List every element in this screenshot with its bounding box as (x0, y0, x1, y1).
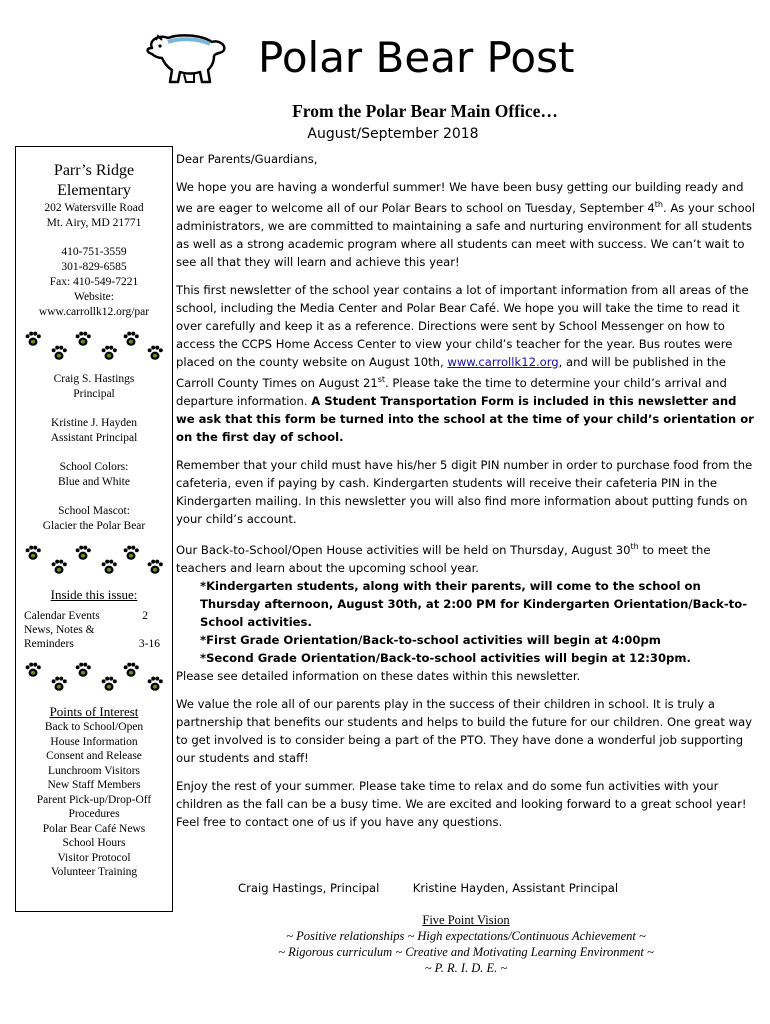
open-house-item-second-grade: *Second Grade Orientation/Back-to-school activities will begin at 12:30pm. (200, 650, 691, 665)
fax: Fax: 410-549-7221 (49, 276, 139, 288)
paw-print-icon (146, 675, 164, 693)
school-colors-label: School Colors: (59, 461, 129, 473)
list-item: School Hours (62, 837, 126, 849)
points-of-interest-list (16, 720, 172, 880)
masthead (138, 26, 598, 96)
issue-item-label: News, Notes & (24, 624, 95, 636)
school-mascot-value: Glacier the Polar Bear (42, 520, 146, 532)
school-colors-value: Blue and White (58, 476, 130, 488)
school-name-line1: Parr’s Ridge (53, 162, 135, 179)
list-item: Back to School/Open (44, 721, 144, 733)
paragraph-closing: Enjoy the rest of your summer. Please take time to relax and do some fun activities with your children as the fall can be a busy time. We are excited and looking forward to a great school year! Feel free to contact one of us if you have any questions. (176, 778, 747, 829)
newsletter-title: Polar Bear Post (258, 33, 575, 82)
vision-line-3: ~ P. R. I. D. E. ~ (424, 961, 508, 975)
paw-print-icon (50, 558, 68, 576)
paw-print-icon (146, 558, 164, 576)
five-point-vision (176, 912, 756, 976)
list-item (24, 637, 160, 651)
transportation-form-notice: A Student Transportation Form is included in this newsletter and we ask that this form be turned into the school at the time of your child’s orientation or on the first day of school. (176, 393, 754, 444)
list-item (24, 609, 160, 623)
county-website-link[interactable]: www.carrollk12.org (447, 354, 559, 369)
paw-print-icon (122, 544, 140, 562)
list-item: Visitor Protocol (57, 851, 131, 864)
issue-item-label: Reminders (24, 638, 74, 650)
website-label: Website: (74, 291, 114, 303)
inside-issue-list (24, 609, 160, 651)
vision-title: Five Point Vision (422, 913, 510, 927)
list-item: Lunchroom Visitors (47, 764, 141, 777)
list-item: Parent Pick-up/Drop-Off (36, 793, 152, 806)
letter-body (176, 150, 756, 841)
assistant-principal-title: Assistant Principal (50, 432, 138, 444)
paw-print-divider (16, 326, 172, 366)
list-item: New Staff Members (47, 779, 141, 791)
paragraph-pto: We value the role all of our parents play in the success of their children in school. It is truly a partnership that benefits our students and helps to build the future for our children. One great way to get involved is to consider being a part of the PTO. They have done a wonderful job supporting our students and staff! (176, 696, 753, 765)
paw-print-icon (50, 675, 68, 693)
principal-name: Craig S. Hastings (53, 373, 135, 385)
list-item: Consent and Release (46, 750, 142, 762)
issue-item-page: 3-16 (138, 638, 160, 650)
phone-1: 410-751-3559 (61, 246, 127, 258)
list-item: Volunteer Training (50, 866, 138, 878)
paw-print-icon (74, 330, 92, 348)
open-house-item-kindergarten: *Kindergarten students, along with their parents, will come to the school on Thursday afternoon, August 30th, at 2:00 PM for Kindergarten Orientation/Back-to-School activities. (200, 578, 748, 629)
principal-title: Principal (73, 388, 115, 400)
list-item: House Information (50, 735, 138, 748)
paw-print-icon (100, 344, 118, 362)
signatures (238, 879, 618, 897)
address-line2: Mt. Airy, MD 21771 (46, 217, 142, 229)
paw-print-icon (74, 661, 92, 679)
paw-print-icon (100, 558, 118, 576)
paw-print-divider (16, 657, 172, 697)
paw-print-icon (50, 344, 68, 362)
signature-principal: Craig Hastings, Principal (238, 881, 380, 895)
school-name-line2: Elementary (57, 182, 131, 199)
website-link[interactable]: www.carrollk12.org/par (38, 306, 150, 318)
paw-print-icon (74, 544, 92, 562)
paragraph-welcome: We hope you are having a wonderful summer! We have been busy getting our building ready and we are eager to welcome all of our Polar Bears to school on Tuesday, September 4th. As your school administrators, we are committed to maintaining a safe and nurturing environment for all students as well as a strong academic program where all students can meet with success. We can’t wait to see all that they will learn and achieve this year! (176, 180, 755, 269)
open-house-note: Please see detailed information on these dates within this newsletter. (176, 668, 581, 683)
paw-print-divider (16, 540, 172, 580)
phone-2: 301-829-6585 (61, 261, 127, 273)
paw-print-icon (122, 661, 140, 679)
open-house-item-first-grade: *First Grade Orientation/Back-to-school activities will begin at 4:00pm (200, 632, 661, 647)
paw-print-icon (146, 344, 164, 362)
office-heading: From the Polar Bear Main Office… (292, 101, 558, 121)
vision-line-1: ~ Positive relationships ~ High expectations/Continuous Achievement ~ (286, 929, 646, 943)
polar-bear-icon (138, 30, 230, 86)
assistant-principal-name: Kristine J. Hayden (51, 417, 137, 429)
signature-assistant-principal: Kristine Hayden, Assistant Principal (412, 881, 619, 895)
list-item: Procedures (68, 808, 120, 820)
sidebar (15, 146, 173, 912)
vision-line-2: ~ Rigorous curriculum ~ Creative and Motivating Learning Environment ~ (278, 945, 654, 959)
paragraph-newsletter-info: This first newsletter of the school year contains a lot of important information from all areas of the school, including the Media Center and Polar Bear Café. We hope you will take the time to read it over carefully and keep it as a reference. Directions were sent by School Messenger on how to access the CCPS Home Access Center to view your child’s teacher for the year. Bus routes were placed on the county website on August 10th, www.carrollk12.org, and will be published in the Carroll County Times on August 21st. Please take the time to determine your child’s arrival and departure information. A Student Transportation Form is included in this newsletter and we ask that this form be turned into the school at the time of your child’s orientation or on the first day of school. (176, 282, 754, 444)
paw-print-icon (24, 661, 42, 679)
school-mascot-label: School Mascot: (58, 505, 130, 517)
issue-item-label: Calendar Events (24, 610, 100, 622)
paragraph-open-house: Our Back-to-School/Open House activities will be held on Thursday, August 30th to meet the teachers and learn about the upcoming school year. (176, 541, 711, 575)
issue-date: August/September 2018 (307, 126, 479, 142)
paw-print-icon (24, 544, 42, 562)
inside-issue-heading: Inside this issue: (50, 587, 138, 602)
issue-item-page: 2 (142, 610, 148, 622)
paw-print-icon (122, 330, 140, 348)
address-line1: 202 Watersville Road (44, 202, 144, 214)
paragraph-pin: Remember that your child must have his/her 5 digit PIN number in order to purchase food from the cafeteria, even if paying by cash. Kindergarten students will receive their cafeteria PIN in the Kindergarten mailing. In this newsletter you will also find more information about putting funds on your child’s account. (176, 457, 753, 526)
points-of-interest-heading: Points of Interest (49, 704, 139, 719)
salutation: Dear Parents/Guardians, (176, 152, 318, 166)
paw-print-icon (24, 330, 42, 348)
paw-print-icon (100, 675, 118, 693)
list-item (24, 623, 160, 637)
list-item: Polar Bear Café News (42, 822, 146, 835)
